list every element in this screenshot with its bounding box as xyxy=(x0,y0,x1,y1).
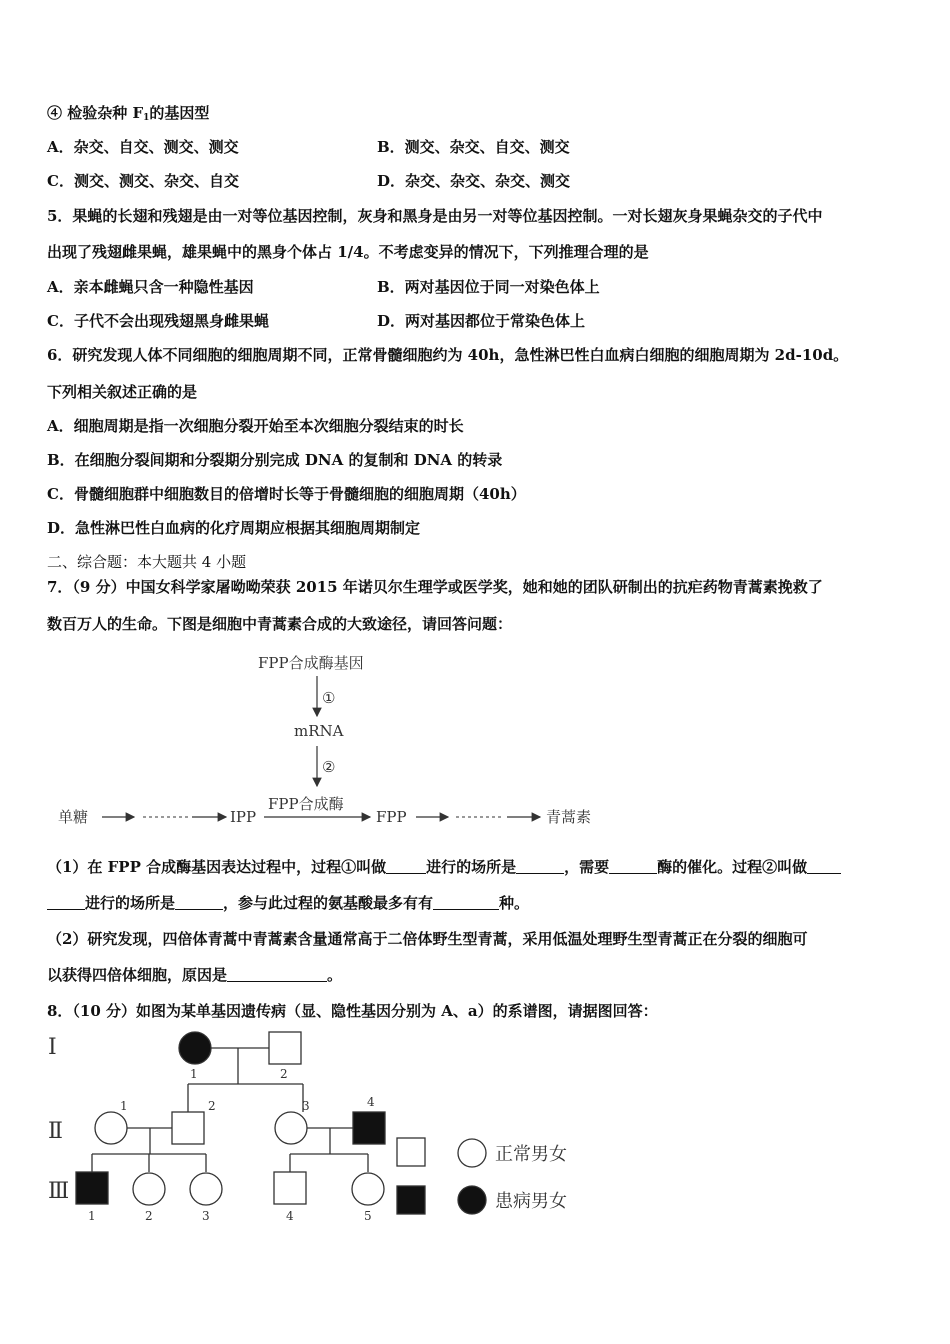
blank-reason[interactable] xyxy=(227,967,327,982)
q7-stem-line2: 数百万人的生命。下图是细胞中青蒿素合成的大致途径，请回答问题： xyxy=(47,615,513,633)
monosaccharide-label: 单糖 xyxy=(58,808,89,826)
q8-stem: 8．（10 分）如图为某单基因遗传病（显、隐性基因分别为 A、a）的系谱图，请据图回答： xyxy=(47,1002,658,1020)
section-title: 二、综合题：本大题共 4 小题 xyxy=(47,553,247,571)
pedigree-II3-normal-female xyxy=(275,1112,307,1144)
artemisinin-pathway-diagram xyxy=(40,648,610,838)
II2-number: 2 xyxy=(208,1099,216,1113)
II3-number: 3 xyxy=(302,1099,310,1113)
fpp-label: FPP xyxy=(376,808,407,826)
legend-normal-male-symbol xyxy=(397,1138,425,1166)
pedigree-III4-normal-male xyxy=(274,1172,306,1204)
blank-process2[interactable] xyxy=(807,859,841,874)
generation-1-label: Ⅰ xyxy=(48,1035,57,1060)
pedigree-III1-affected-male xyxy=(76,1172,108,1204)
q5-option-d[interactable]: D．两对基因都位于常染色体上 xyxy=(377,312,586,330)
step1-label: ① xyxy=(322,689,336,707)
legend-affected-male-symbol xyxy=(397,1186,425,1214)
q6-option-d[interactable]: D．急性淋巴性白血病的化疗周期应根据其细胞周期制定 xyxy=(47,519,421,537)
fpp-synthase-label: FPP合成酶 xyxy=(268,795,344,813)
pedigree-I1-affected-female xyxy=(179,1032,211,1064)
III2-number: 2 xyxy=(145,1209,153,1223)
q6-stem-line1: 6．研究发现人体不同细胞的细胞周期不同，正常骨髓细胞约为 40h，急性淋巴性白血病白细胞的细胞周期为 2d-10d。 xyxy=(47,346,849,364)
step2-label: ② xyxy=(322,758,336,776)
I2-number: 2 xyxy=(280,1067,288,1081)
pedigree-II1-normal-female xyxy=(95,1112,127,1144)
blank-amino-acid-count[interactable] xyxy=(433,895,499,910)
legend-normal-label: 正常男女 xyxy=(495,1144,567,1165)
q4-option-b[interactable]: B．测交、杂交、自交、测交 xyxy=(377,138,570,156)
q4-option-c[interactable]: C．测交、测交、杂交、自交 xyxy=(47,172,239,190)
III3-number: 3 xyxy=(202,1209,210,1223)
q7-part1-line2: 进行的场所是 ，参与此过程的氨基酸最多有有 种。 xyxy=(47,893,529,913)
II4-number: 4 xyxy=(367,1095,375,1109)
blank-process2-cont[interactable] xyxy=(47,895,85,910)
blank-site2[interactable] xyxy=(175,895,223,910)
pedigree-II2-normal-male xyxy=(172,1112,204,1144)
III4-number: 4 xyxy=(286,1209,294,1223)
q5-option-c[interactable]: C．子代不会出现残翅黑身雌果蝇 xyxy=(47,312,269,330)
q6-option-b[interactable]: B．在细胞分裂间期和分裂期分别完成 DNA 的复制和 DNA 的转录 xyxy=(47,451,503,469)
ipp-label: IPP xyxy=(230,808,257,826)
mrna-label: mRNA xyxy=(294,722,344,740)
q7-part1-line1: （1）在 FPP 合成酶基因表达过程中，过程①叫做 进行的场所是 ，需要 酶的催化。过程②叫做 xyxy=(47,857,841,877)
II1-number: 1 xyxy=(120,1099,128,1113)
fpp-synthase-gene-label: FPP合成酶基因 xyxy=(258,654,364,672)
q4-item4: ④ 检验杂种 $F_1$的基因型 xyxy=(47,104,210,123)
blank-enzyme[interactable] xyxy=(609,859,657,874)
q7-stem-line1: 7．（9 分）中国女科学家屠呦呦荣获 2015 年诺贝尔生理学或医学奖，她和她的团队研制出的抗疟药物青蒿素挽救了 xyxy=(47,578,823,596)
q4-option-d[interactable]: D．杂交、杂交、杂交、测交 xyxy=(377,172,571,190)
pedigree-II4-affected-male xyxy=(353,1112,385,1144)
I1-number: 1 xyxy=(190,1067,198,1081)
q6-stem-line2: 下列相关叙述正确的是 xyxy=(47,383,198,401)
q7-part2-line2: 以获得四倍体细胞，原因是 。 xyxy=(47,966,343,984)
legend-normal-female-symbol xyxy=(458,1139,486,1167)
blank-process1[interactable] xyxy=(386,859,426,874)
q4-option-a[interactable]: A．杂交、自交、测交、测交 xyxy=(47,138,239,156)
generation-3-label: Ⅲ xyxy=(48,1179,70,1204)
pedigree-III2-normal-female xyxy=(133,1173,165,1205)
pedigree-chart xyxy=(40,1026,600,1226)
III1-number: 1 xyxy=(88,1209,96,1223)
q5-stem-line2: 出现了残翅雌果蝇，雄果蝇中的黑身个体占 1/4。不考虑变异的情况下，下列推理合理的是 xyxy=(47,243,649,261)
III5-number: 5 xyxy=(364,1209,372,1223)
q5-stem-line1: 5．果蝇的长翅和残翅是由一对等位基因控制，灰身和黑身是由另一对等位基因控制。一对长翅灰身果蝇杂交的子代中 xyxy=(47,207,823,225)
pedigree-III5-normal-female xyxy=(352,1173,384,1205)
legend-affected-female-symbol xyxy=(458,1186,486,1214)
q6-option-a[interactable]: A．细胞周期是指一次细胞分裂开始至本次细胞分裂结束的时长 xyxy=(47,417,464,435)
pedigree-I2-normal-male xyxy=(269,1032,301,1064)
legend-affected-label: 患病男女 xyxy=(495,1191,567,1212)
generation-2-label: Ⅱ xyxy=(48,1119,63,1144)
q5-option-b[interactable]: B．两对基因位于同一对染色体上 xyxy=(377,278,600,296)
pedigree-III3-normal-female xyxy=(190,1173,222,1205)
artemisinin-label: 青蒿素 xyxy=(546,808,592,826)
q7-part2-line1: （2）研究发现，四倍体青蒿中青蒿素含量通常高于二倍体野生型青蒿，采用低温处理野生型青蒿正在分裂的细胞可 xyxy=(47,930,808,948)
blank-site1[interactable] xyxy=(516,859,564,874)
q6-option-c[interactable]: C．骨髓细胞群中细胞数目的倍增时长等于骨髓细胞的细胞周期（40h） xyxy=(47,485,526,503)
q5-option-a[interactable]: A．亲本雌蝇只含一种隐性基因 xyxy=(47,278,254,296)
